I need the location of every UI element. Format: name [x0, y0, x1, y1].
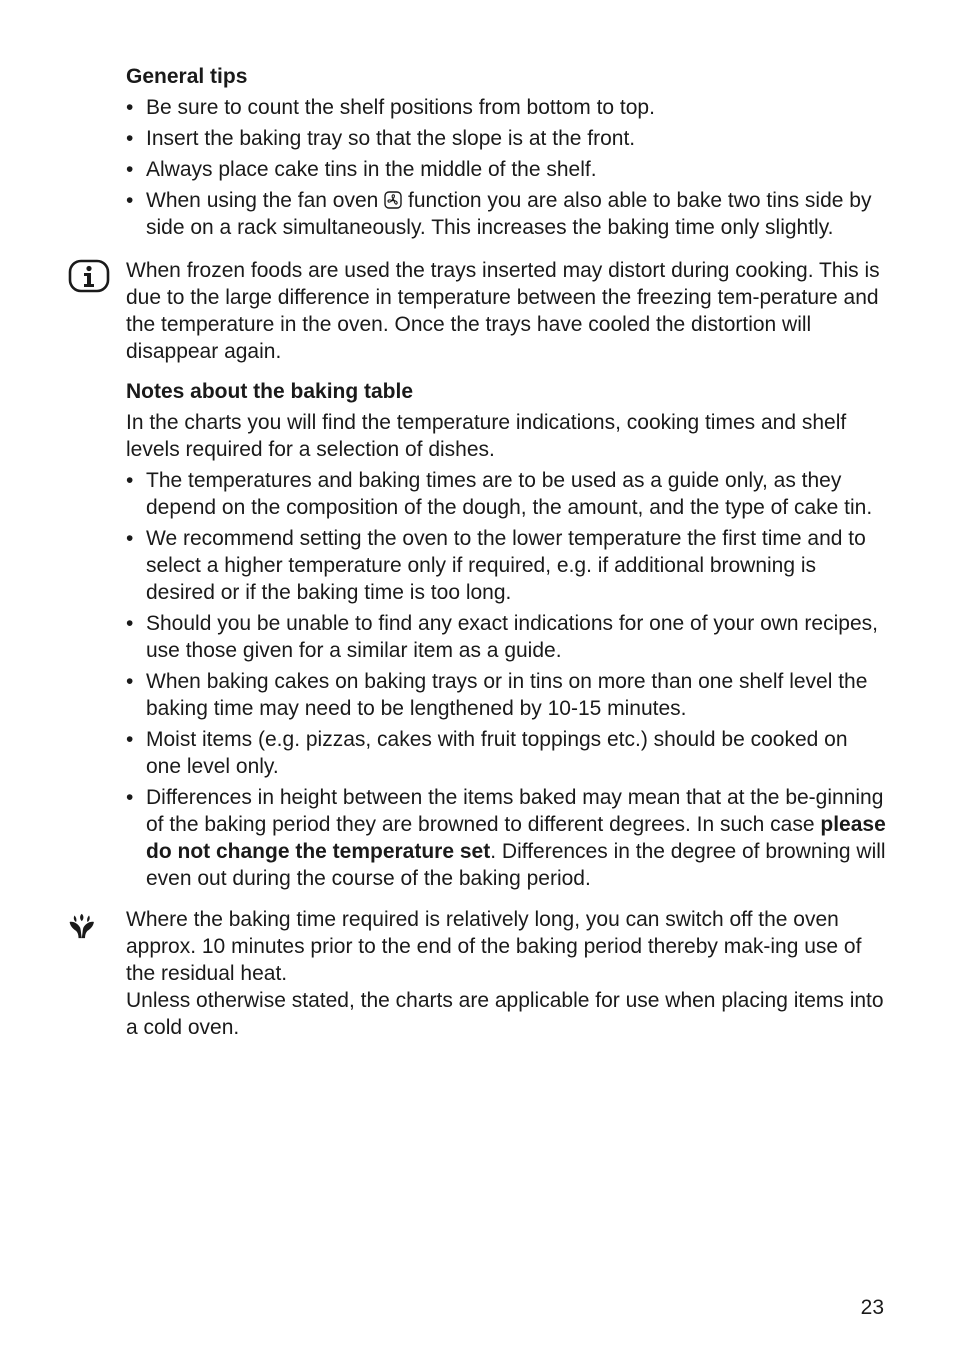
baking-table-notes-list — [126, 467, 886, 892]
fan-bullet-text-before: When using the fan oven — [146, 189, 379, 212]
list-item-temperature-warning — [126, 784, 886, 892]
last-bullet-after: . Differences in the degree of browning will even out during the course of the baking period. — [146, 840, 886, 890]
eco-note-line1: Where the baking time required is relatively long, you can switch off the oven approx. 10 minutes prior to the end of the baking period thereby mak-ing use of the residual heat. — [126, 908, 862, 985]
general-tips-list — [126, 94, 886, 241]
list-item: • The temperatures and baking times are to be used as a guide only, as they depend on the composition of the dough, the amount, and the type of cake tin. — [126, 467, 886, 521]
info-icon — [68, 259, 110, 293]
general-tips-section — [126, 63, 886, 241]
fan-oven-icon — [384, 191, 402, 209]
list-item: • Moist items (e.g. pizzas, cakes with fruit toppings etc.) should be cooked on one level only. — [126, 726, 886, 780]
list-item: • Be sure to count the shelf positions from bottom to top. — [126, 94, 886, 121]
eco-note — [126, 906, 886, 1041]
list-item-fan-oven — [126, 187, 886, 241]
general-tips-heading: General tips — [126, 65, 248, 88]
list-item: • We recommend setting the oven to the lower temperature the first time and to select a higher temperature only if required, e.g. if additional browning is desired or if the baking time is too long. — [126, 525, 886, 606]
last-bullet-bold: please do not change the temperature set — [146, 813, 886, 863]
baking-table-notes-heading: Notes about the baking table — [126, 380, 414, 403]
list-item: • When baking cakes on baking trays or in tins on more than one shelf level the baking time may need to be lengthened by 10-15 minutes. — [126, 668, 886, 722]
eco-note-line2: Unless otherwise stated, the charts are applicable for use when placing items into a cold oven. — [126, 989, 884, 1039]
page-number: 23 — [860, 1296, 884, 1319]
list-item: • Always place cake tins in the middle of the shelf. — [126, 156, 886, 183]
fan-bullet-text-after: function you are also able to bake two tins side by side on a rack simultaneously. This increases the baking time only slightly. — [146, 189, 872, 239]
info-note — [126, 257, 886, 365]
page-content — [126, 63, 886, 1041]
eco-leaf-icon — [68, 910, 102, 942]
list-item: • Should you be unable to find any exact indications for one of your own recipes, use those given for a similar item as a guide. — [126, 610, 886, 664]
list-item: • Insert the baking tray so that the slope is at the front. — [126, 125, 886, 152]
info-note-text: When frozen foods are used the trays inserted may distort during cooking. This is due to the large difference in temperature between the freezing tem-perature and the temperature in the oven. Once the trays have cooled the distortion will disappear again. — [126, 259, 880, 363]
last-bullet-before: Differences in height between the items baked may mean that at the be-ginning of the baking period they are browned to different degrees. In such case — [146, 786, 884, 836]
baking-table-notes-intro: In the charts you will find the temperature indications, cooking times and shelf levels required for a selection of dishes. — [126, 411, 847, 461]
baking-table-notes-section — [126, 378, 886, 892]
